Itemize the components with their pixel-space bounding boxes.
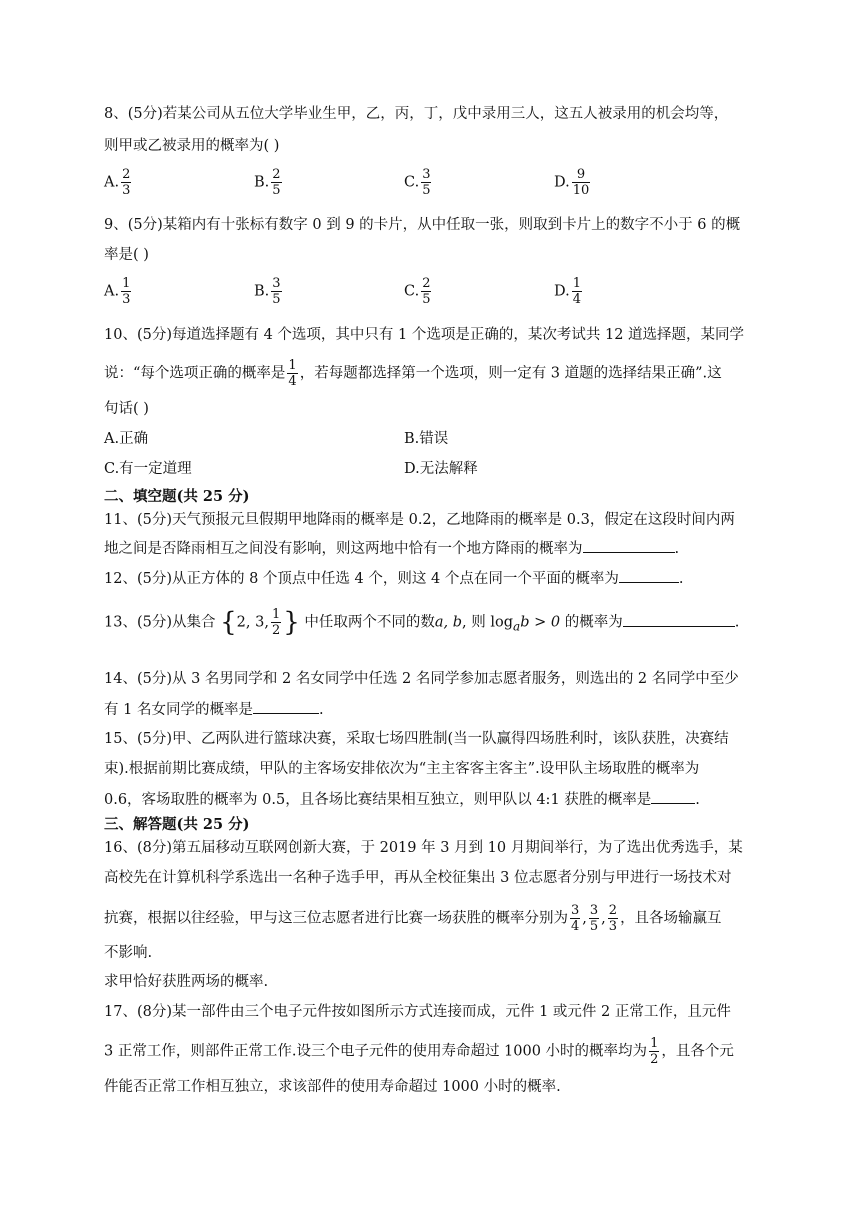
answer-blank: [651, 789, 695, 804]
q9-line2: 率是( ): [104, 247, 149, 263]
section-heading-solutions: 三、解答题(共 25 分): [104, 816, 250, 833]
q9-option-a: A. $\frac{1}{3}$: [104, 276, 131, 307]
q11-line2: 地之间是否降雨相互之间没有影响，则这两地中恰有一个地方降雨的概率为 .: [104, 538, 679, 559]
q16-line4: 不影响.: [104, 945, 153, 961]
q17-line3: 件能否正常工作相互独立，求该部件的使用寿命超过 1000 小时的概率.: [104, 1079, 561, 1095]
q10-line1: 10、(5分)每道选择题有 4 个选项，其中只有 1 个选项是正确的，某次考试共 12 道选择题，某同学: [104, 327, 745, 343]
q16-line1: 16、(8分)第五届移动互联网创新大赛，于 2019 年 3 月到 10 月期间举行，为了选出优秀选手，某: [104, 840, 743, 856]
q10-option-b: B.错误: [404, 431, 449, 447]
q10-line3: 句话( ): [104, 401, 149, 417]
q13-line1: 13、(5分)从集合 {2, 3, $\frac{1}{2}$ } 中任取两个不同的数a, b, 则 $\log_ab > 0$ 的概率为 .: [104, 607, 740, 638]
q15-line3: 0.6，客场取胜的概率为 0.5，且各场比赛结果相互独立，则甲队以 4:1 获胜的概率是 .: [104, 789, 700, 810]
q8-line2: 则甲或乙被录用的概率为( ): [104, 138, 280, 154]
q10-option-a: A.正确: [104, 431, 149, 447]
right-brace: }: [283, 607, 300, 638]
section-heading-fill-in: 二、填空题(共 25 分): [104, 488, 250, 505]
q9-option-b: B. $\frac{3}{5}$: [254, 276, 281, 307]
q17-line2: 3 正常工作，则部件正常工作.设三个电子元件的使用寿命超过 1000 小时的概率均为 $\frac{1}{2}$ ，且各个元: [104, 1036, 734, 1067]
answer-blank: [623, 612, 735, 627]
left-brace: {: [220, 607, 237, 638]
q15-line1: 15、(5分)甲、乙两队进行篮球决赛，采取七场四胜制(当一队赢得四场胜利时，该队获胜，决赛结: [104, 731, 729, 747]
q12-line1: 12、(5分)从正方体的 8 个顶点中任选 4 个，则这 4 个点在同一个平面的概率为 .: [104, 568, 683, 589]
q10-option-d: D.无法解释: [404, 461, 478, 477]
q14-line2: 有 1 名女同学的概率是 .: [104, 699, 324, 720]
q16-line3: 抗赛，根据以往经验，甲与这三位志愿者进行比赛一场获胜的概率分别为 $\frac{3}{4}$ , $\frac{3}{5}$ , $\frac{2}{3}$ ，且各场输赢互: [104, 903, 722, 934]
q16-line2: 高校先在计算机科学系选出一名种子选手甲，再从全校征集出 3 位志愿者分别与甲进行一场技术对: [104, 870, 732, 886]
answer-blank: [253, 699, 319, 714]
answer-blank: [619, 568, 679, 583]
answer-blank: [583, 538, 675, 553]
q9-option-d: D. $\frac{1}{4}$: [554, 276, 581, 307]
q17-line1: 17、(8分)某一部件由三个电子元件按如图所示方式连接而成，元件 1 或元件 2 正常工作，且元件: [104, 1004, 731, 1020]
q16-line5: 求甲恰好获胜两场的概率.: [104, 974, 269, 990]
q9-line1: 9、(5分)某箱内有十张标有数字 0 到 9 的卡片，从中任取一张，则取到卡片上的数字不小于 6 的概: [104, 217, 741, 233]
q8-option-a: A. $\frac{2}{3}$: [104, 167, 131, 198]
q15-line2: 束).根据前期比赛成绩，甲队的主客场安排依次为“主主客客主客主”.设甲队主场取胜的概率为: [104, 761, 700, 777]
q8-option-b: B. $\frac{2}{5}$: [254, 167, 281, 198]
q11-line1: 11、(5分)天气预报元旦假期甲地降雨的概率是 0.2，乙地降雨的概率是 0.3，假定在这段时间内两: [104, 512, 735, 528]
q10-option-c: C.有一定道理: [104, 461, 192, 477]
q14-line1: 14、(5分)从 3 名男同学和 2 名女同学中任选 2 名同学参加志愿者服务，则选出的 2 名同学中至少: [104, 671, 739, 687]
q9-option-c: C. $\frac{2}{5}$: [404, 276, 431, 307]
q8-option-c: C. $\frac{3}{5}$: [404, 167, 431, 198]
q8-line1: 8、(5分)若某公司从五位大学毕业生甲，乙，丙，丁，戊中录用三人，这五人被录用的机会均等，: [104, 106, 729, 122]
q8-option-d: D. $\frac{9}{10}$: [554, 167, 590, 198]
q10-line2: 说：“每个选项正确的概率是 $\frac{1}{4}$ ，若每题都选择第一个选项，则一定有 3 道题的选择结果正确”.这: [104, 358, 722, 389]
